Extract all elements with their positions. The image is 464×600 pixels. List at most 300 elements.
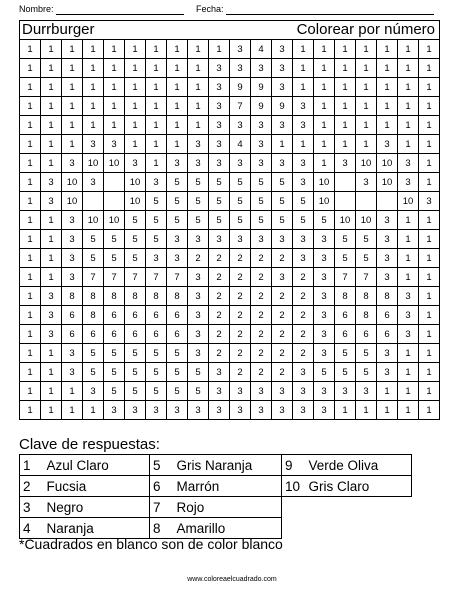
grid-cell[interactable]: 8	[125, 287, 146, 306]
grid-cell[interactable]: 3	[314, 268, 335, 287]
grid-cell[interactable]: 5	[230, 173, 251, 192]
grid-cell[interactable]: 2	[251, 344, 272, 363]
grid-cell[interactable]: 10	[125, 173, 146, 192]
grid-cell[interactable]: 3	[272, 230, 293, 249]
grid-cell[interactable]: 5	[314, 211, 335, 230]
grid-cell[interactable]: 5	[356, 249, 377, 268]
grid-cell[interactable]: 3	[314, 230, 335, 249]
grid-cell[interactable]: 4	[230, 135, 251, 154]
grid-cell[interactable]: 1	[20, 363, 41, 382]
grid-cell[interactable]: 1	[41, 401, 62, 420]
grid-cell[interactable]: 1	[20, 344, 41, 363]
grid-cell[interactable]: 1	[41, 97, 62, 116]
grid-cell[interactable]: 3	[62, 211, 83, 230]
grid-cell[interactable]: 3	[398, 287, 419, 306]
grid-cell[interactable]: 3	[209, 135, 230, 154]
grid-cell[interactable]: 5	[104, 382, 125, 401]
grid-cell[interactable]: 1	[20, 116, 41, 135]
grid-cell[interactable]: 2	[272, 363, 293, 382]
grid-cell[interactable]: 10	[62, 173, 83, 192]
grid-cell[interactable]: 1	[20, 192, 41, 211]
grid-cell[interactable]: 1	[398, 135, 419, 154]
grid-cell[interactable]: 1	[419, 287, 440, 306]
grid-cell[interactable]: 1	[293, 40, 314, 59]
grid-cell[interactable]: 1	[83, 59, 104, 78]
grid-cell[interactable]: 1	[41, 211, 62, 230]
grid-cell[interactable]: 3	[62, 249, 83, 268]
grid-cell[interactable]: 2	[293, 268, 314, 287]
grid-cell[interactable]: 1	[398, 344, 419, 363]
grid-cell[interactable]: 3	[41, 325, 62, 344]
grid-cell[interactable]: 1	[146, 78, 167, 97]
grid-cell[interactable]: 3	[272, 268, 293, 287]
grid-cell[interactable]: 1	[146, 135, 167, 154]
grid-cell[interactable]: 1	[314, 59, 335, 78]
grid-cell[interactable]: 1	[419, 173, 440, 192]
grid-cell[interactable]: 3	[377, 363, 398, 382]
grid-cell[interactable]: 2	[272, 287, 293, 306]
grid-cell[interactable]: 3	[293, 173, 314, 192]
grid-cell[interactable]: 3	[230, 382, 251, 401]
grid-cell[interactable]: 3	[314, 325, 335, 344]
grid-cell[interactable]: 3	[188, 306, 209, 325]
grid-cell[interactable]: 5	[251, 192, 272, 211]
grid-cell[interactable]: 1	[20, 97, 41, 116]
grid-cell[interactable]: 1	[419, 325, 440, 344]
grid-cell[interactable]: 2	[272, 306, 293, 325]
grid-cell[interactable]: 1	[20, 401, 41, 420]
grid-cell[interactable]: 10	[377, 173, 398, 192]
grid-cell[interactable]: 5	[104, 363, 125, 382]
grid-cell[interactable]: 2	[251, 363, 272, 382]
grid-cell[interactable]: 1	[167, 78, 188, 97]
grid-cell[interactable]: 3	[293, 249, 314, 268]
grid-cell[interactable]: 1	[41, 249, 62, 268]
grid-cell[interactable]: 1	[335, 116, 356, 135]
grid-cell[interactable]: 4	[251, 40, 272, 59]
grid-cell[interactable]: 3	[314, 401, 335, 420]
grid-cell[interactable]: 1	[398, 97, 419, 116]
grid-cell[interactable]: 3	[293, 363, 314, 382]
grid-cell[interactable]: 3	[209, 154, 230, 173]
grid-cell[interactable]: 2	[293, 287, 314, 306]
grid-cell[interactable]: 1	[62, 135, 83, 154]
grid-cell[interactable]: 3	[272, 382, 293, 401]
grid-cell[interactable]: 3	[356, 173, 377, 192]
grid-cell[interactable]: 6	[335, 306, 356, 325]
grid-cell[interactable]: 1	[83, 116, 104, 135]
grid-cell[interactable]: 1	[188, 59, 209, 78]
grid-cell[interactable]: 3	[230, 401, 251, 420]
grid-cell[interactable]: 1	[62, 97, 83, 116]
grid-cell[interactable]: 6	[356, 325, 377, 344]
grid-cell[interactable]: 1	[335, 40, 356, 59]
grid-cell[interactable]: 1	[419, 154, 440, 173]
grid-cell[interactable]: 1	[62, 78, 83, 97]
grid-cell[interactable]: 3	[314, 306, 335, 325]
grid-cell[interactable]: 1	[188, 116, 209, 135]
grid-cell[interactable]: 2	[272, 249, 293, 268]
grid-cell[interactable]: 1	[356, 97, 377, 116]
grid-cell[interactable]: 9	[230, 78, 251, 97]
grid-cell[interactable]: 1	[377, 78, 398, 97]
grid-cell[interactable]: 5	[293, 211, 314, 230]
grid-cell[interactable]: 3	[251, 59, 272, 78]
grid-cell[interactable]: 1	[62, 401, 83, 420]
grid-cell[interactable]: 8	[83, 287, 104, 306]
grid-cell[interactable]: 1	[335, 135, 356, 154]
grid-cell[interactable]: 5	[335, 249, 356, 268]
grid-cell[interactable]: 10	[125, 192, 146, 211]
grid-cell[interactable]: 3	[272, 78, 293, 97]
grid-cell[interactable]: 5	[251, 211, 272, 230]
grid-cell[interactable]: 1	[398, 382, 419, 401]
grid-cell[interactable]: 8	[356, 306, 377, 325]
grid-cell[interactable]: 3	[251, 382, 272, 401]
grid-cell[interactable]: 1	[293, 135, 314, 154]
grid-cell[interactable]: 3	[209, 382, 230, 401]
grid-cell[interactable]: 3	[230, 40, 251, 59]
grid-cell[interactable]: 5	[104, 344, 125, 363]
grid-cell[interactable]: 1	[146, 116, 167, 135]
grid-cell[interactable]: 1	[41, 40, 62, 59]
grid-cell[interactable]: 1	[398, 211, 419, 230]
grid-cell[interactable]: 2	[230, 249, 251, 268]
grid-cell[interactable]: 10	[335, 211, 356, 230]
grid-cell[interactable]: 2	[251, 287, 272, 306]
grid-cell[interactable]: 3	[251, 116, 272, 135]
grid-cell[interactable]: 1	[20, 154, 41, 173]
grid-cell[interactable]: 1	[377, 40, 398, 59]
grid-cell[interactable]: 1	[419, 306, 440, 325]
grid-cell[interactable]: 1	[398, 116, 419, 135]
grid-cell[interactable]: 1	[104, 40, 125, 59]
grid-cell[interactable]: 1	[20, 325, 41, 344]
grid-cell[interactable]: 2	[230, 344, 251, 363]
grid-cell[interactable]: 2	[230, 268, 251, 287]
grid-cell[interactable]: 2	[230, 363, 251, 382]
grid-cell[interactable]: 10	[377, 154, 398, 173]
grid-cell[interactable]: 1	[167, 40, 188, 59]
grid-cell[interactable]: 1	[419, 40, 440, 59]
grid-cell[interactable]: 1	[377, 59, 398, 78]
grid-cell[interactable]: 1	[83, 40, 104, 59]
grid-cell[interactable]: 5	[146, 230, 167, 249]
name-field[interactable]	[19, 3, 184, 17]
grid-cell[interactable]: 3	[188, 268, 209, 287]
grid-cell[interactable]: 1	[419, 135, 440, 154]
grid-cell[interactable]: 10	[356, 211, 377, 230]
grid-cell[interactable]: 10	[62, 192, 83, 211]
grid-cell[interactable]: 5	[146, 211, 167, 230]
grid-cell[interactable]	[356, 192, 377, 211]
grid-cell[interactable]: 3	[188, 154, 209, 173]
grid-cell[interactable]: 3	[146, 249, 167, 268]
grid-cell[interactable]: 1	[41, 268, 62, 287]
grid-cell[interactable]: 1	[83, 78, 104, 97]
grid-cell[interactable]: 6	[62, 325, 83, 344]
grid-cell[interactable]: 3	[377, 230, 398, 249]
grid-cell[interactable]: 1	[419, 382, 440, 401]
grid-cell[interactable]: 1	[377, 116, 398, 135]
grid-cell[interactable]: 5	[230, 211, 251, 230]
grid-cell[interactable]: 5	[209, 192, 230, 211]
grid-cell[interactable]: 3	[398, 306, 419, 325]
grid-cell[interactable]: 3	[83, 135, 104, 154]
grid-cell[interactable]: 3	[83, 173, 104, 192]
grid-cell[interactable]: 1	[398, 268, 419, 287]
grid-cell[interactable]: 10	[314, 192, 335, 211]
grid-cell[interactable]: 3	[62, 363, 83, 382]
grid-cell[interactable]: 3	[209, 59, 230, 78]
grid-cell[interactable]: 1	[419, 268, 440, 287]
grid-cell[interactable]: 5	[251, 173, 272, 192]
grid-cell[interactable]: 1	[314, 116, 335, 135]
grid-cell[interactable]: 1	[314, 135, 335, 154]
grid-cell[interactable]: 5	[125, 344, 146, 363]
grid-cell[interactable]: 6	[377, 306, 398, 325]
grid-cell[interactable]: 3	[230, 154, 251, 173]
grid-cell[interactable]: 1	[167, 97, 188, 116]
grid-cell[interactable]: 1	[20, 211, 41, 230]
grid-cell[interactable]: 2	[230, 325, 251, 344]
grid-cell[interactable]: 3	[41, 287, 62, 306]
grid-cell[interactable]: 5	[146, 382, 167, 401]
grid-cell[interactable]: 10	[356, 154, 377, 173]
grid-cell[interactable]: 6	[377, 325, 398, 344]
grid-cell[interactable]: 1	[104, 97, 125, 116]
grid-cell[interactable]: 5	[167, 173, 188, 192]
grid-cell[interactable]: 1	[398, 230, 419, 249]
grid-cell[interactable]: 1	[104, 116, 125, 135]
grid-cell[interactable]: 1	[125, 40, 146, 59]
grid-cell[interactable]: 2	[230, 287, 251, 306]
grid-cell[interactable]	[83, 192, 104, 211]
grid-cell[interactable]: 6	[125, 306, 146, 325]
grid-cell[interactable]: 1	[146, 40, 167, 59]
grid-cell[interactable]: 2	[209, 344, 230, 363]
grid-cell[interactable]: 5	[167, 192, 188, 211]
grid-cell[interactable]	[335, 173, 356, 192]
grid-cell[interactable]: 1	[419, 211, 440, 230]
grid-cell[interactable]: 5	[356, 344, 377, 363]
grid-cell[interactable]: 1	[419, 249, 440, 268]
grid-cell[interactable]: 3	[230, 59, 251, 78]
grid-cell[interactable]: 1	[146, 59, 167, 78]
grid-cell[interactable]: 1	[20, 40, 41, 59]
grid-cell[interactable]: 3	[272, 59, 293, 78]
grid-cell[interactable]: 3	[314, 382, 335, 401]
grid-cell[interactable]: 5	[272, 173, 293, 192]
grid-cell[interactable]: 3	[293, 230, 314, 249]
grid-cell[interactable]: 2	[209, 306, 230, 325]
grid-cell[interactable]: 5	[125, 211, 146, 230]
grid-cell[interactable]: 1	[377, 401, 398, 420]
grid-cell[interactable]: 3	[335, 382, 356, 401]
grid-cell[interactable]: 5	[125, 249, 146, 268]
grid-cell[interactable]: 2	[209, 287, 230, 306]
grid-cell[interactable]: 5	[146, 344, 167, 363]
grid-cell[interactable]: 1	[419, 116, 440, 135]
grid-cell[interactable]: 3	[41, 192, 62, 211]
grid-cell[interactable]: 3	[377, 135, 398, 154]
grid-cell[interactable]: 1	[167, 59, 188, 78]
grid-cell[interactable]: 1	[314, 154, 335, 173]
grid-cell[interactable]: 3	[419, 192, 440, 211]
grid-cell[interactable]: 3	[293, 116, 314, 135]
grid-cell[interactable]: 1	[398, 40, 419, 59]
grid-cell[interactable]: 2	[293, 325, 314, 344]
grid-cell[interactable]: 7	[167, 268, 188, 287]
grid-cell[interactable]: 6	[335, 325, 356, 344]
grid-cell[interactable]: 3	[356, 382, 377, 401]
grid-cell[interactable]: 1	[125, 135, 146, 154]
grid-cell[interactable]: 1	[146, 154, 167, 173]
grid-cell[interactable]	[104, 192, 125, 211]
grid-cell[interactable]: 5	[188, 382, 209, 401]
grid-cell[interactable]: 7	[146, 268, 167, 287]
grid-cell[interactable]: 1	[356, 78, 377, 97]
grid-cell[interactable]: 6	[83, 325, 104, 344]
grid-cell[interactable]: 3	[272, 401, 293, 420]
grid-cell[interactable]: 5	[146, 192, 167, 211]
grid-cell[interactable]: 5	[125, 382, 146, 401]
grid-cell[interactable]: 1	[83, 401, 104, 420]
grid-cell[interactable]: 1	[41, 382, 62, 401]
grid-cell[interactable]: 3	[146, 173, 167, 192]
grid-cell[interactable]: 5	[356, 230, 377, 249]
grid-cell[interactable]: 1	[62, 116, 83, 135]
grid-cell[interactable]: 3	[293, 382, 314, 401]
grid-cell[interactable]: 1	[419, 78, 440, 97]
grid-cell[interactable]: 3	[167, 401, 188, 420]
grid-cell[interactable]: 7	[125, 268, 146, 287]
grid-cell[interactable]: 3	[83, 382, 104, 401]
grid-cell[interactable]: 5	[167, 211, 188, 230]
grid-cell[interactable]: 9	[251, 97, 272, 116]
grid-cell[interactable]: 8	[167, 287, 188, 306]
grid-cell[interactable]: 10	[104, 154, 125, 173]
grid-cell[interactable]: 10	[314, 173, 335, 192]
grid-cell[interactable]: 3	[188, 287, 209, 306]
grid-cell[interactable]: 3	[314, 249, 335, 268]
grid-cell[interactable]: 1	[125, 59, 146, 78]
grid-cell[interactable]: 1	[62, 382, 83, 401]
grid-cell[interactable]: 1	[20, 59, 41, 78]
grid-cell[interactable]: 5	[83, 249, 104, 268]
grid-cell[interactable]: 1	[41, 344, 62, 363]
grid-cell[interactable]: 1	[20, 249, 41, 268]
grid-cell[interactable]: 1	[104, 78, 125, 97]
grid-cell[interactable]: 7	[335, 268, 356, 287]
grid-cell[interactable]: 5	[146, 363, 167, 382]
grid-cell[interactable]: 2	[251, 325, 272, 344]
grid-cell[interactable]: 1	[188, 40, 209, 59]
grid-cell[interactable]: 1	[419, 97, 440, 116]
grid-cell[interactable]: 1	[188, 78, 209, 97]
grid-cell[interactable]: 3	[209, 401, 230, 420]
grid-cell[interactable]: 6	[125, 325, 146, 344]
grid-cell[interactable]: 3	[62, 268, 83, 287]
grid-cell[interactable]: 1	[335, 78, 356, 97]
grid-cell[interactable]: 3	[167, 249, 188, 268]
grid-cell[interactable]: 2	[209, 325, 230, 344]
grid-cell[interactable]: 2	[293, 306, 314, 325]
grid-cell[interactable]: 1	[20, 173, 41, 192]
grid-cell[interactable]: 1	[20, 287, 41, 306]
grid-cell[interactable]: 1	[398, 401, 419, 420]
grid-cell[interactable]: 7	[83, 268, 104, 287]
grid-cell[interactable]: 1	[41, 116, 62, 135]
grid-cell[interactable]: 2	[230, 306, 251, 325]
grid-cell[interactable]: 3	[398, 154, 419, 173]
grid-cell[interactable]: 3	[188, 325, 209, 344]
grid-cell[interactable]: 6	[167, 306, 188, 325]
grid-cell[interactable]: 1	[335, 97, 356, 116]
grid-cell[interactable]: 8	[146, 287, 167, 306]
grid-cell[interactable]: 5	[230, 192, 251, 211]
grid-cell[interactable]: 1	[62, 59, 83, 78]
grid-cell[interactable]: 1	[356, 40, 377, 59]
grid-cell[interactable]: 5	[167, 363, 188, 382]
grid-cell[interactable]: 1	[356, 59, 377, 78]
grid-cell[interactable]: 3	[62, 344, 83, 363]
grid-cell[interactable]: 2	[251, 268, 272, 287]
grid-cell[interactable]: 3	[209, 363, 230, 382]
grid-cell[interactable]: 3	[146, 401, 167, 420]
grid-cell[interactable]: 8	[62, 287, 83, 306]
grid-cell[interactable]: 2	[188, 249, 209, 268]
grid-cell[interactable]: 1	[125, 78, 146, 97]
grid-cell[interactable]: 3	[188, 135, 209, 154]
grid-cell[interactable]: 1	[41, 78, 62, 97]
grid-cell[interactable]: 1	[419, 363, 440, 382]
grid-cell[interactable]: 1	[398, 59, 419, 78]
grid-cell[interactable]: 1	[356, 116, 377, 135]
grid-cell[interactable]: 9	[251, 78, 272, 97]
grid-cell[interactable]: 6	[62, 306, 83, 325]
grid-cell[interactable]: 1	[20, 135, 41, 154]
grid-cell[interactable]: 5	[167, 382, 188, 401]
grid-cell[interactable]: 1	[419, 344, 440, 363]
grid-cell[interactable]	[377, 192, 398, 211]
grid-cell[interactable]: 1	[398, 249, 419, 268]
grid-cell[interactable]: 1	[314, 97, 335, 116]
grid-cell[interactable]: 1	[293, 59, 314, 78]
grid-cell[interactable]: 5	[272, 192, 293, 211]
grid-cell[interactable]: 5	[356, 363, 377, 382]
grid-cell[interactable]: 10	[398, 192, 419, 211]
grid-cell[interactable]: 3	[251, 135, 272, 154]
grid-cell[interactable]: 3	[209, 78, 230, 97]
grid-cell[interactable]: 1	[41, 363, 62, 382]
grid-cell[interactable]: 5	[335, 344, 356, 363]
grid-cell[interactable]: 3	[377, 211, 398, 230]
grid-cell[interactable]: 1	[41, 154, 62, 173]
grid-cell[interactable]: 3	[104, 135, 125, 154]
grid-cell[interactable]: 3	[293, 154, 314, 173]
grid-cell[interactable]: 5	[167, 344, 188, 363]
grid-cell[interactable]: 5	[83, 363, 104, 382]
grid-cell[interactable]: 3	[272, 116, 293, 135]
grid-cell[interactable]: 1	[20, 268, 41, 287]
grid-cell[interactable]: 3	[251, 230, 272, 249]
grid-cell[interactable]: 2	[272, 344, 293, 363]
grid-cell[interactable]: 5	[209, 173, 230, 192]
grid-cell[interactable]: 5	[335, 230, 356, 249]
grid-cell[interactable]: 8	[356, 287, 377, 306]
grid-cell[interactable]: 3	[272, 40, 293, 59]
